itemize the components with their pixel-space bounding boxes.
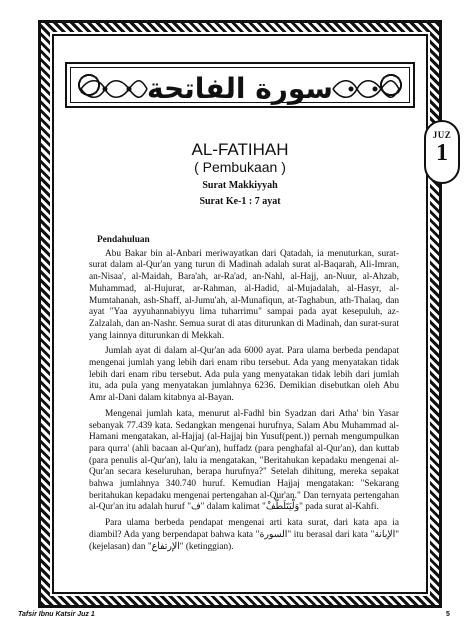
surah-arabic-title: سورة الفاتحة — [147, 72, 333, 105]
section-title: Pendahuluan — [97, 235, 150, 245]
surah-banner — [65, 62, 415, 108]
juz-number: 1 — [436, 140, 448, 166]
paragraph: Abu Bakar bin al-Anbari meriwayatkan dari Qatadah, ia menuturkan, surat-surat dalam al-Qur'an yang turun di Madinah adalah surat al-Baqarah, Ali-Imran, an-Nisaa', al-Maidah, Bara'ah, ar-Ra'ad, an-Nahl, al-Hajj, an-Nuur, al-Ahzab, Muhammad, al-Hujurat, ar-Rahman, al-Hadid, al-Mujadalah, al-Hasyr, al-Mumtahanah, ash-Shaff, al-Jumu'ah, al-Munafiqun, at-Taghabun, ath-Thalaq, dan ayat "Yaa ayyuhannabiyyu lima tuharrimu" sampai pada ayat kesepuluh, az-Zalzalah, dan an-Nashr. Semua surat di atas diturunkan di Madinah, dan surat-surat yang lainnya diturunkan di Mekkah. — [89, 248, 399, 341]
juz-label: JUZ — [432, 130, 452, 140]
juz-badge — [424, 120, 460, 184]
paragraph: Para ulama berbeda pendapat mengenai arti kata surat, dari kata apa ia diambil? Ada yang berpendapat bahwa kata "السورة" itu berasal dari kata "الإبانة" (kejelasan) dan "الإرتفاع" (ketinggian). — [89, 518, 399, 552]
surah-type: Surat Makkiyyah — [202, 180, 278, 191]
footer-book-title: Tafsir Ibnu Katsir Juz 1 — [18, 611, 95, 618]
body-text — [89, 235, 399, 557]
surah-verse-count: Surat Ke-1 : 7 ayat — [199, 196, 281, 207]
paragraph: Mengenai jumlah kata, menurut al-Fadhl bin Syadzan dari Atha' bin Yasar sebanyak 77.439 kata. Sedangkan mengenai hurufnya, Salam Abu Muhammad al-Hamani mengatakan, al-Hajjaj (al-Hajjaj bin Yusuf(pent.)) pernah mengumpulkan para qurra' (ahli bacaan al-Qur'an), huffadz (para penghafal al-Qur'an), dan kuttab (para penulis al-Qur'an), lalu ia mengatakan, "Beritahukan kepadaku mengenai al-Qur'an secara keseluruhan, berapa hurufnya?" Setelah dihitung, mereka sepakat bahwa jumlahnya 340.740 huruf. Kemudian Hajjaj mengatakan: "Sekarang beritahukan kepadaku mengenai pertengahan al-Qur'an." Dan ternyata pertengahan al-Qur'an itu adalah huruf "ف" dalam kalimat "وَلْيَتَلَطَّفْ" pada surat al-Kahfi. — [89, 408, 399, 513]
page-number: 5 — [446, 611, 450, 618]
surah-title: AL-FATIHAH — [191, 140, 289, 159]
banner-ornament — [70, 67, 410, 103]
surah-subtitle: ( Pembukaan ) — [194, 159, 286, 175]
paragraph: Jumlah ayat di dalam al-Qur'an ada 6000 ayat. Para ulama berbeda pendapat mengenai jumlah yang lebih dari enam ribu tersebut. Ada yang menyatakan tidak lebih dari enam ribu tersebut. Ada pula yang menyatakan tidak lebih dari jumlah itu, ada pula yang menyatakan jumlahnya 6236. Demikian disebutkan oleh Abu Amr al-Dani dalam kitabnya al-Bayan. — [89, 346, 399, 404]
